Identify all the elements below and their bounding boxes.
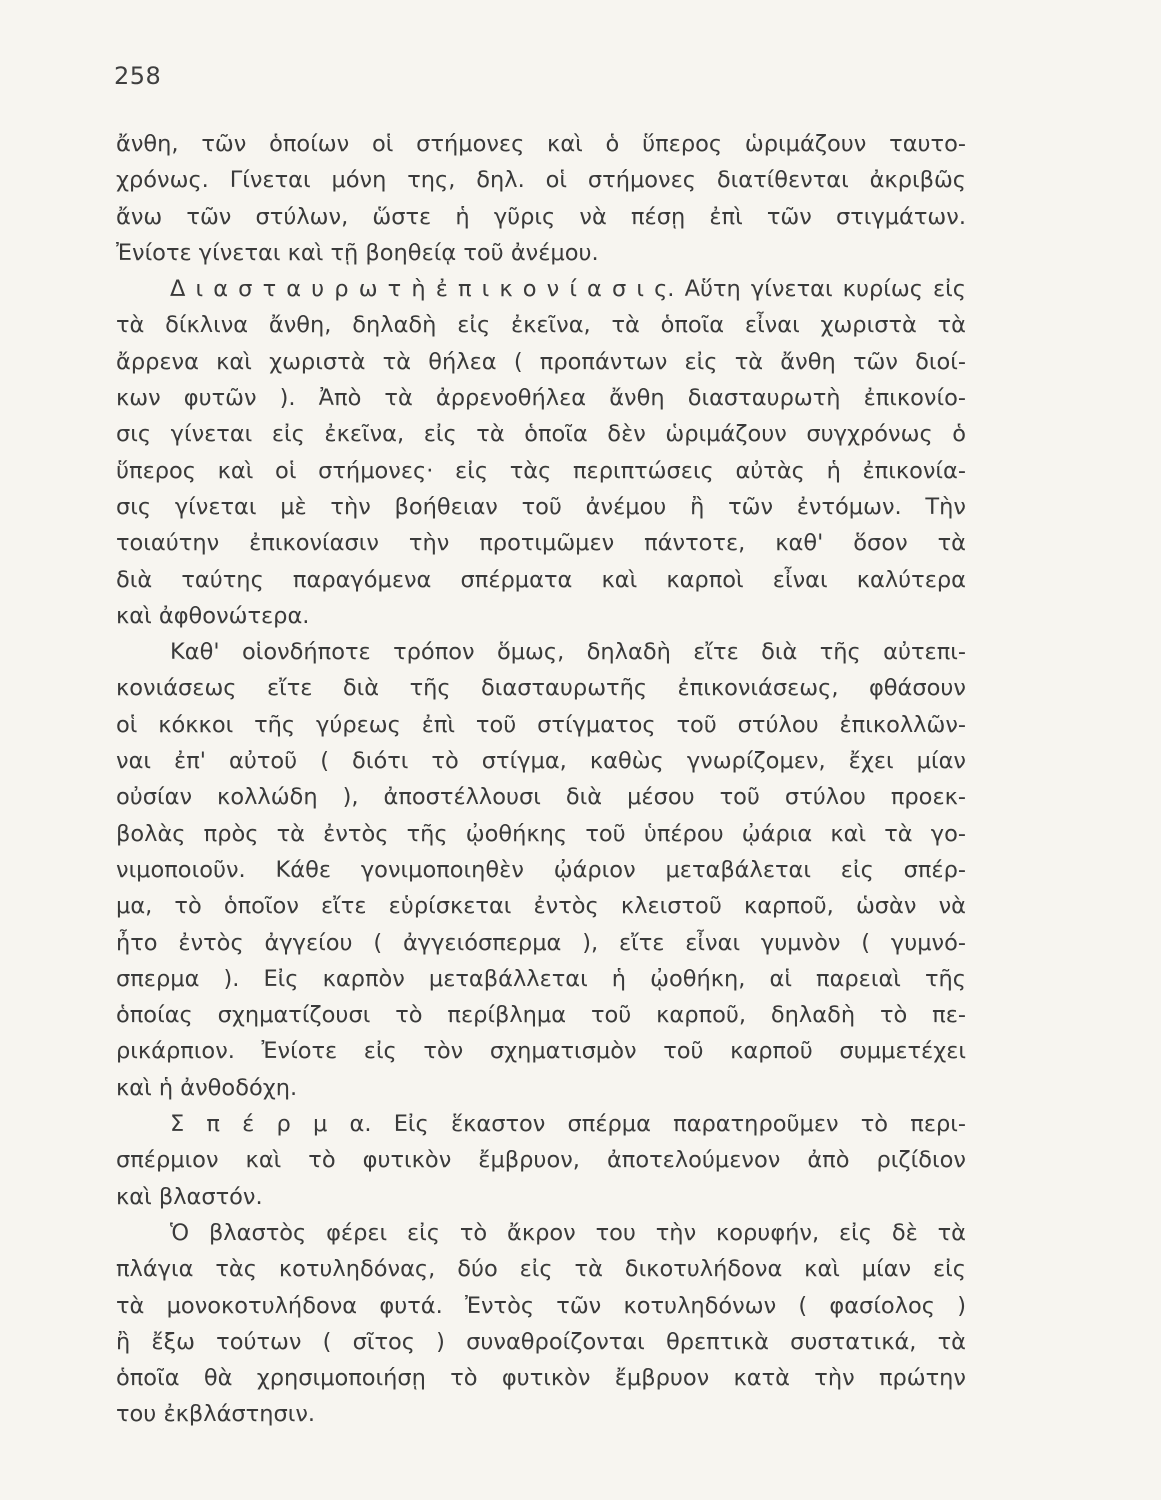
text-line: οὐσίαν κολλώδη ), ἀποστέλλουσι διὰ μέσου τοῦ στύλου προεκ- [116, 784, 966, 811]
text-line: ρικάρπιον. Ἐνίοτε εἰς τὸν σχηματισμὸν τοῦ καρποῦ συμμετέχει [116, 1038, 966, 1065]
text-line: σπέρμιον καὶ τὸ φυτικὸν ἔμβρυον, ἀποτελούμενον ἀπὸ ριζίδιον [116, 1147, 966, 1174]
text-line: καὶ ἡ ἀνθοδόχη. [116, 1074, 298, 1101]
text-line: κων φυτῶν ). Ἀπὸ τὰ ἀρρενοθήλεα ἄνθη διασταυρωτὴ ἐπικονίο- [116, 385, 966, 412]
text-line: ὁποῖα θὰ χρησιμοποιήσῃ τὸ φυτικὸν ἔμβρυον κατὰ τὴν πρώτην [116, 1365, 966, 1392]
text-line: Δ ι α σ τ α υ ρ ω τ ὴ ἐ π ι κ ο ν ί α σ ι ς. Αὕτη γίνεται κυρίως εἰς [170, 276, 966, 303]
text-line: μα, τὸ ὁποῖον εἴτε εὑρίσκεται ἐντὸς κλειστοῦ καρποῦ, ὡσὰν νὰ [116, 893, 966, 920]
text-line: ἄνθη, τῶν ὁποίων οἱ στήμονες καὶ ὁ ὕπερος ὡριμάζουν ταυτο- [116, 131, 966, 157]
text-line: καὶ ἀφθονώτερα. [116, 602, 310, 629]
text-line: Καθ' οἱονδήποτε τρόπον ὅμως, δηλαδὴ εἴτε διὰ τῆς αὐτεπι- [170, 639, 966, 666]
text-line: ὕπερος καὶ οἱ στήμονες· εἰς τὰς περιπτώσεις αὐτὰς ἡ ἐπικονία- [116, 457, 966, 484]
text-line: Σ π έ ρ μ α. Εἰς ἕκαστον σπέρμα παρατηροῦμεν τὸ περι- [170, 1111, 966, 1138]
text-line: χρόνως. Γίνεται μόνη της, δηλ. οἱ στήμονες διατίθενται ἀκριβῶς [116, 167, 966, 194]
body-text [116, 126, 966, 1433]
text-line: ὁποίας σχηματίζουσι τὸ περίβλημα τοῦ καρποῦ, δηλαδὴ τὸ πε- [116, 1002, 966, 1029]
text-line: πλάγια τὰς κοτυληδόνας, δύο εἰς τὰ δικοτυλήδονα καὶ μίαν εἰς [116, 1256, 966, 1283]
text-line: βολὰς πρὸς τὰ ἐντὸς τῆς ᾠοθήκης τοῦ ὑπέρου ᾠάρια καὶ τὰ γο- [116, 820, 966, 847]
text-line: σπερμα ). Εἰς καρπὸν μεταβάλλεται ἡ ᾠοθήκη, αἱ παρειαὶ τῆς [116, 965, 966, 992]
text-line: Ἐνίοτε γίνεται καὶ τῇ βοηθείᾳ τοῦ ἀνέμου. [116, 239, 599, 266]
text-line: διὰ ταύτης παραγόμενα σπέρματα καὶ καρποὶ εἶναι καλύτερα [116, 566, 966, 593]
text-line: ναι ἐπ' αὐτοῦ ( διότι τὸ στίγμα, καθὼς γνωρίζομεν, ἔχει μίαν [116, 748, 966, 775]
page-number: 258 [114, 62, 162, 90]
text-line: τὰ δίκλινα ἄνθη, δηλαδὴ εἰς ἐκεῖνα, τὰ ὁποῖα εἶναι χωριστὰ τὰ [116, 312, 966, 339]
text-line: του ἐκβλάστησιν. [116, 1401, 316, 1428]
text-line: καὶ βλαστόν. [116, 1183, 263, 1210]
text-line: οἱ κόκκοι τῆς γύρεως ἐπὶ τοῦ στίγματος τοῦ στύλου ἐπικολλῶν- [116, 711, 966, 738]
text-line: Ὁ βλαστὸς φέρει εἰς τὸ ἄκρον του τὴν κορυφήν, εἰς δὲ τὰ [170, 1219, 966, 1246]
text-line: κονιάσεως εἴτε διὰ τῆς διασταυρωτῆς ἐπικονιάσεως, φθάσουν [116, 675, 966, 702]
text-line: τοιαύτην ἐπικονίασιν τὴν προτιμῶμεν πάντοτε, καθ' ὅσον τὰ [116, 530, 966, 557]
text-line: ἄνω τῶν στύλων, ὥστε ἡ γῦρις νὰ πέσῃ ἐπὶ τῶν στιγμάτων. [116, 203, 966, 230]
text-line: σις γίνεται εἰς ἐκεῖνα, εἰς τὰ ὁποῖα δὲν ὡριμάζουν συγχρόνως ὁ [116, 421, 966, 448]
text-line: σις γίνεται μὲ τὴν βοήθειαν τοῦ ἀνέμου ἢ τῶν ἐντόμων. Τὴν [116, 493, 966, 520]
text-line: ἦτο ἐντὸς ἀγγείου ( ἀγγειόσπερμα ), εἴτε εἶναι γυμνὸν ( γυμνό- [116, 929, 966, 956]
text-line: νιμοποιοῦν. Κάθε γονιμοποιηθὲν ᾠάριον μεταβάλεται εἰς σπέρ- [116, 856, 966, 883]
text-line: τὰ μονοκοτυλήδονα φυτά. Ἐντὸς τῶν κοτυληδόνων ( φασίολος ) [116, 1292, 966, 1319]
text-line: ἢ ἔξω τούτων ( σῖτος ) συναθροίζονται θρεπτικὰ συστατικά, τὰ [116, 1328, 966, 1355]
text-line: ἄρρενα καὶ χωριστὰ τὰ θήλεα ( προπάντων εἰς τὰ ἄνθη τῶν διοί- [116, 348, 966, 375]
